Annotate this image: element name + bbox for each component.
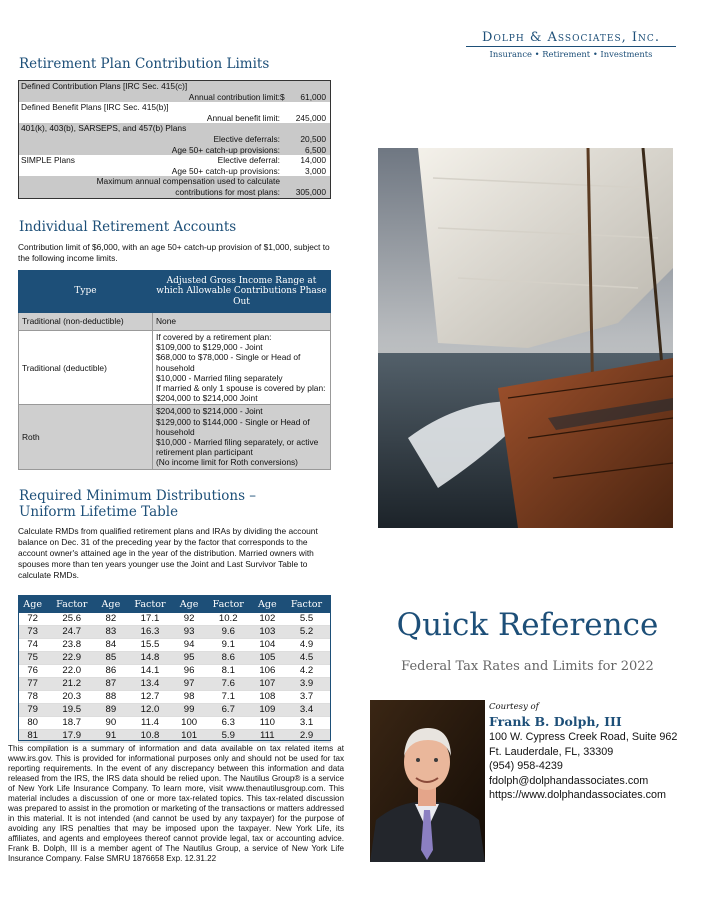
- p401-catchup-row: Age 50+ catch-up provisions: 6,500: [171, 144, 326, 155]
- rmd-age-cell: 73: [18, 626, 47, 639]
- rmd-age-cell: 102: [253, 613, 282, 626]
- max-comp-row-2: contributions for most plans: 305,000: [175, 186, 326, 197]
- rmd-factor-cell: 10.2: [204, 613, 253, 626]
- rmd-factor-cell: 20.3: [47, 691, 96, 704]
- rmd-age-cell: 79: [18, 704, 47, 717]
- brand-tagline: Insurance • Retirement • Investments: [489, 49, 653, 59]
- rmd-factor-cell: 23.8: [47, 639, 96, 652]
- rmd-age-cell: 74: [18, 639, 47, 652]
- rmd-factor-cell: 12.0: [126, 704, 175, 717]
- rmd-age-cell: 86: [96, 665, 125, 678]
- rmd-col-factor: Factor: [126, 595, 175, 613]
- rmd-factor-cell: 4.2: [282, 665, 331, 678]
- rmd-factor-cell: 3.7: [282, 691, 331, 704]
- rmd-factor-cell: 15.5: [126, 639, 175, 652]
- rmd-age-cell: 87: [96, 678, 125, 691]
- brand-name: Dolph & Associates, Inc.: [466, 30, 676, 47]
- rmd-col-factor: Factor: [282, 595, 331, 613]
- rmd-factor-cell: 11.4: [126, 717, 175, 730]
- sailboat-image: [378, 148, 673, 528]
- ira-row-roth: Roth $204,000 to $214,000 - Joint $129,000 to $144,000 - Single or Head of household $10,000 - Married filing separately, or active retirement plan participant (No income limit for Roth conversions): [19, 405, 331, 469]
- rmd-col-age: Age: [174, 595, 203, 613]
- rmd-age-cell: 110: [253, 717, 282, 730]
- rmd-factor-cell: 5.2: [282, 626, 331, 639]
- agent-photo: [370, 700, 485, 862]
- phone-number: (954) 958-4239: [489, 760, 563, 772]
- rmd-age-cell: 77: [18, 678, 47, 691]
- rmd-factor-cell: 10.8: [126, 730, 175, 743]
- rmd-factor-cell: 16.3: [126, 626, 175, 639]
- rmd-age-cell: 100: [174, 717, 203, 730]
- rmd-age-cell: 105: [253, 652, 282, 665]
- ira-row-traditional-nondeductible: Traditional (non-deductible) None: [19, 313, 331, 331]
- ira-col-type: Type: [19, 271, 153, 313]
- currency-symbol: $: [280, 91, 285, 102]
- rmd-age-cell: 82: [96, 613, 125, 626]
- contribution-limits-table: [18, 80, 331, 199]
- rmd-factor-cell: 6.3: [204, 717, 253, 730]
- db-plans-row: Annual benefit limit: 245,000: [19, 113, 330, 124]
- email-link[interactable]: fdolph@dolphandassociates.com: [489, 774, 649, 787]
- rmd-factor-cell: 3.4: [282, 704, 331, 717]
- rmd-factor-cell: 14.1: [126, 665, 175, 678]
- rmd-factor-cell: 7.6: [204, 678, 253, 691]
- sailboat-photo: [378, 148, 673, 528]
- rmd-age-cell: 96: [174, 665, 203, 678]
- rmd-age-cell: 106: [253, 665, 282, 678]
- simple-catchup-row: Age 50+ catch-up provisions: 3,000: [19, 166, 330, 177]
- rmd-age-cell: 107: [253, 678, 282, 691]
- simple-plans-header: SIMPLE Plans: [21, 155, 75, 166]
- courtesy-label: Courtesy of: [489, 702, 539, 712]
- rmd-factor-cell: 9.6: [204, 626, 253, 639]
- rmd-factor-cell: 8.6: [204, 652, 253, 665]
- dc-plans-row: Annual contribution limit: $ 61,000: [188, 91, 326, 102]
- rmd-age-cell: 111: [253, 730, 282, 743]
- quick-reference-subtitle: Federal Tax Rates and Limits for 2022: [401, 659, 654, 674]
- contribution-limits-title: Retirement Plan Contribution Limits: [19, 56, 270, 72]
- brand-logo: [466, 30, 676, 59]
- rmd-factor-cell: 14.8: [126, 652, 175, 665]
- db-plans-header: Defined Benefit Plans [IRC Sec. 415(b)]: [19, 102, 330, 113]
- rmd-factor-cell: 9.1: [204, 639, 253, 652]
- address-line-1: 100 W. Cypress Creek Road, Suite 962: [489, 731, 678, 743]
- rmd-age-cell: 93: [174, 626, 203, 639]
- rmd-age-cell: 104: [253, 639, 282, 652]
- rmd-col-age: Age: [96, 595, 125, 613]
- rmd-factor-cell: 17.9: [47, 730, 96, 743]
- agent-portrait: [370, 700, 485, 862]
- ira-title: Individual Retirement Accounts: [19, 219, 237, 235]
- rmd-factor-cell: 22.0: [47, 665, 96, 678]
- rmd-age-cell: 95: [174, 652, 203, 665]
- agent-name: Frank B. Dolph, III: [489, 714, 622, 729]
- rmd-factor-cell: 21.2: [47, 678, 96, 691]
- rmd-age-cell: 91: [96, 730, 125, 743]
- rmd-intro: Calculate RMDs from qualified retirement plans and IRAs by dividing the account balance on Dec. 31 of the preceding year by the factor that corresponds to the account owner's attained age in the year of the distribution. Married owners with spouses more than ten years younger use the Joint and Last Survivor Table to calculate RMDs.: [18, 526, 318, 580]
- rmd-factor-cell: 4.9: [282, 639, 331, 652]
- rmd-age-cell: 108: [253, 691, 282, 704]
- rmd-age-cell: 75: [18, 652, 47, 665]
- rmd-factor-cell: 25.6: [47, 613, 96, 626]
- rmd-age-cell: 76: [18, 665, 47, 678]
- rmd-col-age: Age: [18, 595, 47, 613]
- rmd-age-cell: 92: [174, 613, 203, 626]
- rmd-age-cell: 72: [18, 613, 47, 626]
- rmd-factor-cell: 2.9: [282, 730, 331, 743]
- rmd-factor-cell: 3.9: [282, 678, 331, 691]
- rmd-age-cell: 103: [253, 626, 282, 639]
- ira-col-agi: Adjusted Gross Income Range at which Allowable Contributions Phase Out: [153, 271, 331, 313]
- website-link[interactable]: https://www.dolphandassociates.com: [489, 789, 667, 801]
- rmd-factor-cell: 19.5: [47, 704, 96, 717]
- rmd-factor-cell: 3.1: [282, 717, 331, 730]
- p401-elective-row: Elective deferrals: 20,500: [213, 133, 326, 144]
- ira-intro: Contribution limit of $6,000, with an age 50+ catch-up provision of $1,000, subject to the following income limits.: [18, 242, 330, 263]
- rmd-factor-cell: 13.4: [126, 678, 175, 691]
- rmd-age-cell: 97: [174, 678, 203, 691]
- rmd-factor-cell: 24.7: [47, 626, 96, 639]
- rmd-factor-cell: 7.1: [204, 691, 253, 704]
- rmd-col-age: Age: [253, 595, 282, 613]
- rmd-age-cell: 84: [96, 639, 125, 652]
- rmd-age-cell: 101: [174, 730, 203, 743]
- rmd-col-factor: Factor: [204, 595, 253, 613]
- rmd-factor-cell: 18.7: [47, 717, 96, 730]
- rmd-factor-cell: 5.9: [204, 730, 253, 743]
- rmd-age-cell: 81: [18, 730, 47, 743]
- rmd-age-cell: 109: [253, 704, 282, 717]
- p401-header: 401(k), 403(b), SARSEPS, and 457(b) Plans: [21, 123, 187, 134]
- rmd-factor-cell: 17.1: [126, 613, 175, 626]
- rmd-age-cell: 78: [18, 691, 47, 704]
- rmd-factor-cell: 4.5: [282, 652, 331, 665]
- rmd-factor-cell: 22.9: [47, 652, 96, 665]
- rmd-age-cell: 88: [96, 691, 125, 704]
- rmd-age-cell: 90: [96, 717, 125, 730]
- rmd-age-cell: 80: [18, 717, 47, 730]
- simple-elective-row: SIMPLE Plans Elective deferral: 14,000: [19, 155, 330, 166]
- rmd-factor-cell: 12.7: [126, 691, 175, 704]
- rmd-age-cell: 98: [174, 691, 203, 704]
- rmd-age-cell: 85: [96, 652, 125, 665]
- contact-block: [489, 701, 704, 803]
- rmd-factor-cell: 5.5: [282, 613, 331, 626]
- max-comp-row-1: Maximum annual compensation used to calculate: [96, 176, 280, 187]
- quick-reference-title: Quick Reference: [396, 607, 659, 643]
- rmd-factor-cell: 8.1: [204, 665, 253, 678]
- disclaimer: This compilation is a summary of information and data available on tax related items at www.irs.gov. This is provided for informational purposes only and should not be used for tax reporting requirements. In the event of any discrepancy between this information and data released from the IRS, the IRS data should be relied upon. The Nautilus Group® is a service of New York Life Insurance Company. To learn more, visit www.thenautilusgroup.com. This material includes a discussion of one or more tax-related topics. This tax-related discussion was prepared to assist in the promotion or marketing of the transactions or matters addressed in this material. It is not intended (and cannot be used by any taxpayer) for the purpose of avoiding any IRS penalties that may be imposed upon the taxpayer. New York Life, its affiliates, and agents and employees thereof cannot provide legal, tax or accounting advice. Frank B. Dolph, III is a member agent of The Nautilus Group, a service of New York Life Insurance Company. False SMRU 1876658 Exp. 12.31.22: [8, 744, 344, 863]
- rmd-age-cell: 99: [174, 704, 203, 717]
- rmd-title: Required Minimum Distributions – Uniform Lifetime Table: [19, 488, 257, 520]
- address-line-2: Ft. Lauderdale, FL, 33309: [489, 745, 614, 758]
- ira-row-traditional-deductible: Traditional (deductible) If covered by a retirement plan: $109,000 to $129,000 - Joint $68,000 to $78,000 - Single or Head of household $10,000 - Married filing separately If married & only 1 spouse is covered by plan: $204,000 to $214,000 Joint: [19, 331, 331, 405]
- rmd-age-cell: 94: [174, 639, 203, 652]
- rmd-table-border: [18, 595, 331, 741]
- rmd-factor-cell: 6.7: [204, 704, 253, 717]
- ira-table: [18, 270, 331, 470]
- rmd-age-cell: 83: [96, 626, 125, 639]
- dc-plans-header: Defined Contribution Plans [IRC Sec. 415(c)]: [21, 81, 188, 91]
- rmd-col-factor: Factor: [47, 595, 96, 613]
- rmd-age-cell: 89: [96, 704, 125, 717]
